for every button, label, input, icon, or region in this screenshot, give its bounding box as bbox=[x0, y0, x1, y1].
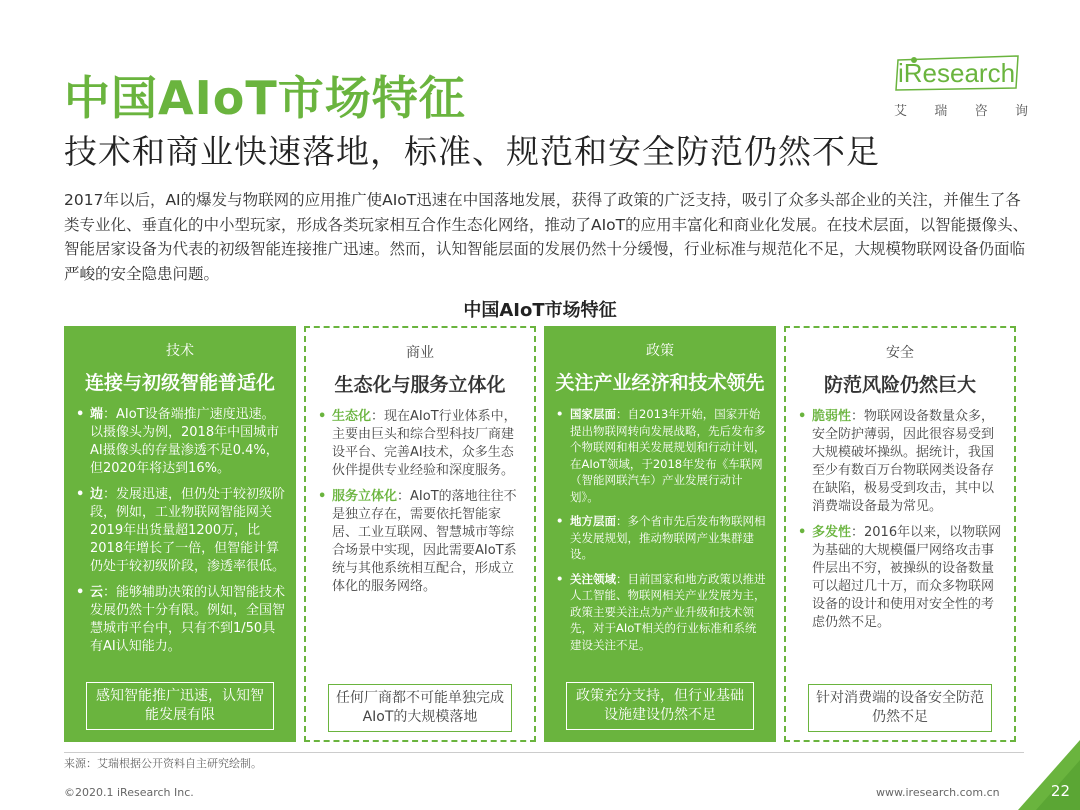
bullet-item bbox=[554, 406, 766, 505]
logo-chinese-name bbox=[894, 100, 1028, 119]
bullet-text: ：2016年以来，以物联网为基础的大规模僵尸网络攻击事件层出不穷，被操纵的设备数量可以超过几十万，而众多物联网设备的设计和使用对安全性的考虑仍然不足。 bbox=[812, 525, 1002, 630]
website-url: www.iresearch.com.cn bbox=[876, 786, 1000, 799]
page-title: 中国AIoT市场特征 bbox=[64, 71, 466, 125]
column-category: 安全 bbox=[886, 345, 914, 361]
column-business bbox=[304, 326, 536, 742]
column-technology bbox=[64, 326, 296, 742]
bullet-text: ：发展迅速，但仍处于较初级阶段，例如，工业物联网智能网关2019年出货量超1200万，比2018年增长了一倍，但智能计算仍处于较初级阶段，渗透率很低。 bbox=[90, 487, 286, 574]
bullet-text: ：AIoT的落地往往不是独立存在，需要依托智能家居、工业互联网、智慧城市等综合场景中实现，因此需要AIoT系统与其他系统相互配合，形成立体化的服务网络。 bbox=[332, 489, 517, 594]
bullet-text: ：目前国家和地方政策以推进人工智能、物联网相关产业发展为主，政策主要关注点为产业升级和技术领先，对于AIoT相关的行业标准和系统建设关注不足。 bbox=[570, 571, 766, 652]
bullet-keyword: 云 bbox=[90, 585, 104, 600]
bullet-item bbox=[796, 408, 1004, 516]
diagram-title: 中国AIoT市场特征 bbox=[463, 300, 617, 321]
column-bullet-list bbox=[316, 408, 524, 604]
column-bullet-list bbox=[74, 406, 286, 664]
bullet-keyword: 多发性 bbox=[812, 525, 852, 540]
bullet-keyword: 服务立体化 bbox=[332, 489, 398, 504]
logo-char: 咨 bbox=[974, 104, 988, 119]
column-category: 商业 bbox=[406, 345, 434, 361]
footer-divider bbox=[64, 752, 1024, 753]
page-subtitle: 技术和商业快速落地，标准、规范和安全防范仍然不足 bbox=[64, 132, 880, 171]
bullet-text: ：能够辅助决策的认知智能技术发展仍然十分有限。例如，全国智慧城市平台中，只有不到1/50具有AI认知能力。 bbox=[90, 585, 286, 654]
bullet-keyword: 地方层面 bbox=[570, 514, 616, 528]
column-heading: 生态化与服务立体化 bbox=[334, 374, 506, 396]
bullet-text: ：AIoT设备端推广速度迅速。以摄像头为例，2018年中国城市AI摄像头的存量渗透不足0.4%，但2020年将达到16%。 bbox=[90, 407, 280, 476]
bullet-keyword: 边 bbox=[90, 487, 104, 502]
column-heading: 防范风险仍然巨大 bbox=[823, 374, 976, 396]
bullet-item bbox=[554, 571, 766, 654]
source-note: 来源：艾瑞根据公开资料自主研究绘制。 bbox=[64, 757, 262, 770]
logo-char: 艾 bbox=[894, 104, 908, 119]
column-category: 政策 bbox=[646, 343, 674, 359]
bullet-keyword: 生态化 bbox=[332, 409, 372, 424]
bullet-item bbox=[316, 488, 524, 596]
column-heading: 连接与初级智能普适化 bbox=[84, 372, 275, 394]
column-summary-box: 针对消费端的设备安全防范仍然不足 bbox=[808, 684, 992, 732]
column-security bbox=[784, 326, 1016, 742]
bullet-keyword: 端 bbox=[90, 407, 104, 422]
copyright-text: ©2020.1 iResearch Inc. bbox=[64, 786, 194, 799]
column-summary-box: 任何厂商都不可能单独完成AIoT的大规模落地 bbox=[328, 684, 512, 732]
bullet-text: ：多个省市先后发布物联网相关发展规划，推动物联网产业集群建设。 bbox=[570, 514, 766, 561]
logo-char: 询 bbox=[1014, 104, 1028, 119]
column-category: 技术 bbox=[166, 343, 194, 359]
bullet-keyword: 脆弱性 bbox=[812, 409, 852, 424]
column-summary-box: 感知智能推广迅速，认知智能发展有限 bbox=[86, 682, 274, 730]
logo-wordmark: iResearch bbox=[898, 58, 1016, 88]
column-bullet-list bbox=[796, 408, 1004, 640]
bullet-item bbox=[74, 406, 286, 478]
bullet-text: ：自2013年开始，国家开始提出物联网转向发展战略，先后发布多个物联网和相关发展规划和行动计划，在AIoT领域，于2018年发布《车联网（智能网联汽车）产业发展行动计划》。 bbox=[570, 407, 766, 504]
column-heading: 关注产业经济和技术领先 bbox=[555, 372, 765, 394]
bullet-text: ：现在AIoT行业体系中，主要由巨头和综合型科技厂商建设平台、完善AI技术，众多生态伙伴提供专业经验和深度服务。 bbox=[332, 409, 517, 478]
intro-paragraph: 2017年以后，AI的爆发与物联网的应用推广使AIoT迅速在中国落地发展，获得了政策的广泛支持，吸引了众多头部企业的关注，并催生了各类专业化、垂直化的中小型玩家，形成各类玩家相互合作生态化网络，推动了AIoT的应用丰富化和商业化发展。在技术层面，以智能摄像头、智能居家设备为代表的初级智能连接推广迅速。然而，认知智能层面的发展仍然十分缓慢，行业标准与规范化不足，大规模物联网设备仍面临严峻的安全隐患问题。 bbox=[64, 191, 1029, 283]
column-summary-box: 政策充分支持，但行业基础设施建设仍然不足 bbox=[566, 682, 754, 730]
bullet-item bbox=[796, 524, 1004, 632]
bullet-item bbox=[554, 513, 766, 563]
page-number: 22 bbox=[1050, 782, 1070, 800]
iresearch-logo bbox=[878, 46, 1038, 126]
bullet-item bbox=[316, 408, 524, 480]
logo-char: 瑞 bbox=[934, 104, 948, 119]
bullet-item bbox=[74, 486, 286, 576]
column-policy bbox=[544, 326, 776, 742]
bullet-item bbox=[74, 584, 286, 656]
page-corner-decoration-icon bbox=[1018, 740, 1080, 810]
column-bullet-list bbox=[554, 406, 766, 661]
bullet-keyword: 国家层面 bbox=[570, 407, 616, 421]
bullet-text: ：物联网设备数量众多，安全防护薄弱，因此很容易受到大规模破坏操纵。据统计，我国至少有数百万台物联网类设备存在缺陷，极易受到攻击，其中以消费端设备最为常见。 bbox=[812, 409, 995, 514]
bullet-keyword: 关注领域 bbox=[570, 571, 616, 586]
